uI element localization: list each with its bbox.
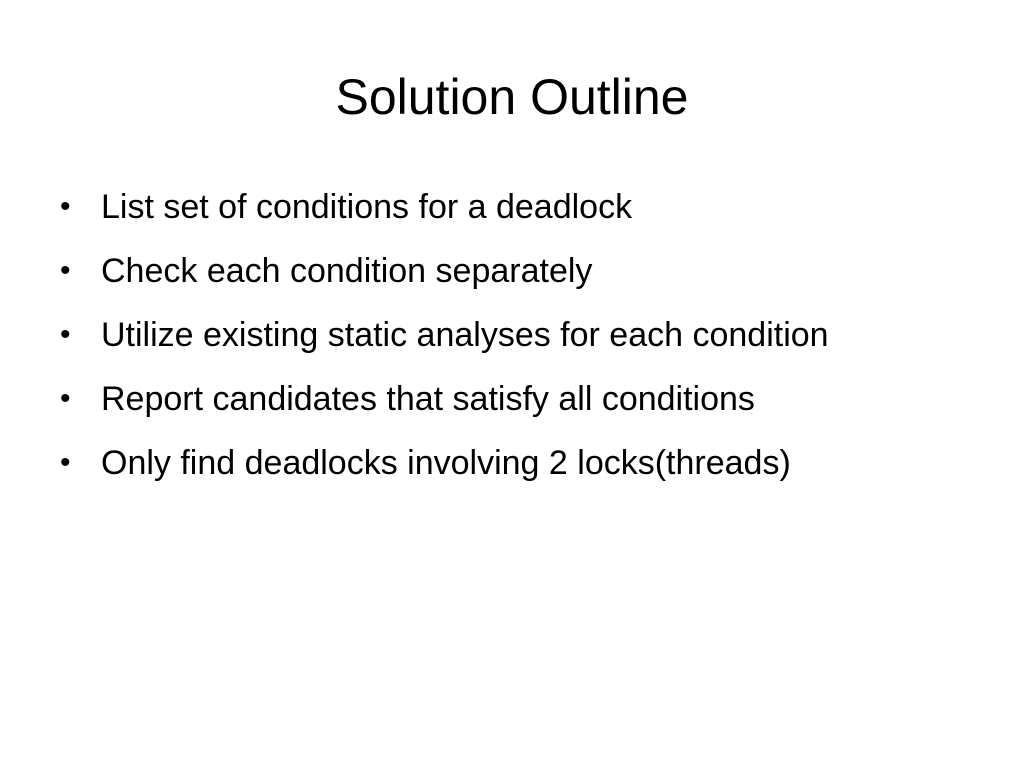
bullet-text: List set of conditions for a deadlock — [101, 188, 633, 226]
bullet-dot-icon: • — [60, 254, 71, 287]
bullet-text: Utilize existing static analyses for each condition — [101, 316, 829, 354]
bullet-dot-icon: • — [60, 318, 71, 351]
slide-title: Solution Outline — [335, 69, 689, 125]
bullet-text: Check each condition separately — [101, 252, 593, 290]
bullet-dot-icon: • — [60, 446, 71, 479]
bullet-item — [60, 436, 960, 490]
bullet-text: Only find deadlocks involving 2 locks(threads) — [101, 444, 791, 482]
bullet-item — [60, 372, 960, 426]
bullet-item — [60, 180, 960, 234]
bullet-text: Report candidates that satisfy all conditions — [101, 380, 755, 418]
bullet-dot-icon: • — [60, 382, 71, 415]
bullet-dot-icon: • — [60, 190, 71, 223]
bullet-list — [60, 180, 960, 500]
bullet-item — [60, 244, 960, 298]
bullet-item — [60, 308, 960, 362]
